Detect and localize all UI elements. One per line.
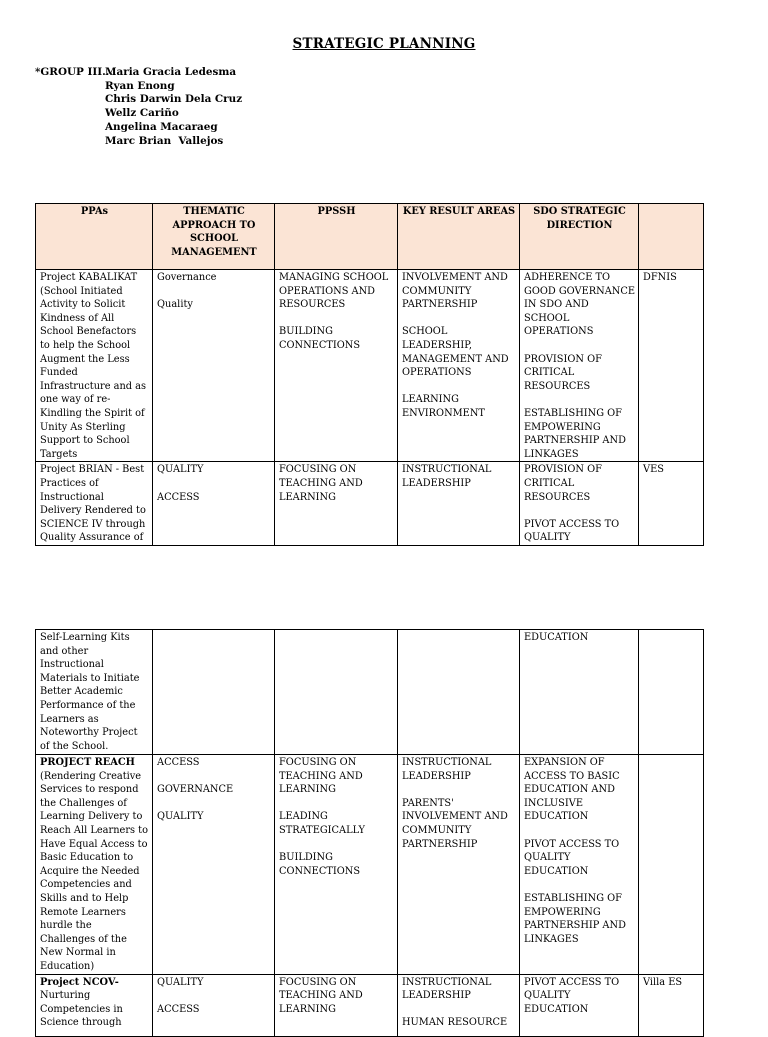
ppssh-item: FOCUSING ON TEACHING AND LEARNING — [279, 976, 363, 1015]
key-result-area-item: INSTRUCTIONAL LEADERSHIP — [402, 757, 492, 782]
sdo-direction-item: PIVOT ACCESS TO QUALITY — [524, 518, 620, 544]
ppssh-item: LEADING STRATEGICALLY — [279, 811, 365, 836]
ppa-text-line: Education) — [40, 960, 95, 972]
table-row — [36, 462, 704, 546]
group-label: *GROUP III... — [35, 66, 113, 78]
ppa-text-line: Skills and to Help — [40, 892, 129, 904]
ppssh-cell — [275, 630, 398, 755]
thematic-item: ACCESS — [157, 491, 200, 503]
sdo-direction-cell — [520, 974, 639, 1036]
ppa-text-line: Instructional — [40, 491, 104, 503]
school-name — [643, 631, 700, 645]
ppa-text-line: SCIENCE IV through — [40, 518, 146, 530]
ppssh-cell — [275, 974, 398, 1036]
key-result-area-item: SCHOOL LEADERSHIP, MANAGEMENT AND OPERATIONS — [402, 326, 509, 379]
thematic-item: QUALITY — [157, 811, 204, 823]
ppa-text-line: of the School. — [40, 740, 109, 752]
ppa-text-line: Funded — [40, 367, 78, 379]
ppssh-cell — [275, 270, 398, 462]
group-member: Ryan Enong — [105, 79, 175, 92]
ppa-text-line: Kindling the Spirit of — [40, 407, 145, 419]
thematic-item: GOVERNANCE — [157, 784, 234, 796]
ppa-title: PROJECT REACH — [40, 757, 135, 768]
ppa-cell — [36, 630, 153, 755]
ppa-text-line: Learning Delivery to — [40, 811, 143, 823]
thematic-item: ACCESS — [157, 757, 200, 768]
ppa-text-line: Project BRIAN - Best — [40, 464, 145, 476]
ppa-text-line: (School Initiated — [40, 285, 123, 297]
key-result-area-item: INVOLVEMENT AND COMMUNITY PARTNERSHIP — [402, 272, 508, 311]
ppa-text-line: Kindness of All — [40, 312, 115, 324]
sdo-direction-item: PROVISION OF CRITICAL RESOURCES — [524, 464, 602, 503]
group-member: Wellz Cariño — [105, 107, 179, 120]
table-row — [36, 755, 704, 975]
ppa-text-line: one way of re- — [40, 394, 111, 406]
sdo-direction-item: PIVOT ACCESS TO QUALITY EDUCATION — [524, 976, 620, 1015]
sdo-direction-item: EXPANSION OF ACCESS TO BASIC EDUCATION AND INCLUSIVE EDUCATION — [524, 757, 620, 823]
ppa-text-line: Challenges of the — [40, 933, 127, 945]
sdo-direction-item: PIVOT ACCESS TO QUALITY EDUCATION — [524, 838, 620, 877]
table-header-row — [36, 204, 704, 270]
group-member: Marc Brian Vallejos — [105, 134, 224, 147]
ppssh-cell — [275, 462, 398, 546]
sdo-direction-cell — [520, 462, 639, 546]
thematic-approach-cell — [153, 974, 275, 1036]
group-members-block — [35, 66, 242, 148]
ppa-text-line: Activity to Solicit — [40, 299, 126, 311]
ppa-text-line: Project KABALIKAT — [40, 272, 138, 283]
ppa-text-line: Competencies and — [40, 879, 132, 891]
key-result-area-cell — [398, 974, 520, 1036]
ppa-cell — [36, 270, 153, 462]
thematic-approach-cell — [153, 270, 275, 462]
ppa-text-line: the Challenges of — [40, 797, 127, 809]
sdo-direction-cell — [520, 755, 639, 975]
thematic-item: ACCESS — [157, 1003, 200, 1015]
ppa-text-line: Better Academic — [40, 686, 123, 698]
school-cell — [639, 974, 704, 1036]
thematic-item: Quality — [157, 299, 193, 311]
group-member: Maria Gracia Ledesma — [105, 66, 237, 78]
ppa-text-line: New Normal in — [40, 947, 116, 959]
sdo-direction-cell — [520, 270, 639, 462]
school-name: Villa ES — [643, 976, 683, 988]
thematic-approach-cell — [153, 462, 275, 546]
ppa-text-line: hurdle the — [40, 920, 92, 932]
sdo-direction-cell — [520, 630, 639, 755]
thematic-item: QUALITY — [157, 976, 204, 988]
ppa-text-line: Have Equal Access to — [40, 838, 148, 850]
key-result-area-item: LEARNING ENVIRONMENT — [402, 394, 485, 419]
ppa-text-line: (Rendering Creative — [40, 770, 142, 782]
ppa-cell — [36, 755, 153, 975]
table-row — [36, 630, 704, 755]
school-cell — [639, 755, 704, 975]
table-row — [36, 974, 704, 1036]
school-cell — [639, 630, 704, 755]
school-name: DFNIS — [643, 272, 677, 283]
sdo-direction-item: ESTABLISHING OF EMPOWERING PARTNERSHIP AND LINKAGES — [524, 407, 626, 460]
sdo-direction-item: ADHERENCE TO GOOD GOVERNANCE IN SDO AND SCHOOL OPERATIONS — [524, 272, 636, 338]
school-name — [643, 756, 700, 770]
ppa-text-line: Quality Assurance of — [40, 532, 144, 544]
strategic-planning-table — [35, 203, 704, 546]
ppa-text-line: Nurturing — [40, 990, 91, 1002]
school-cell — [639, 462, 704, 546]
thematic-approach-cell — [153, 630, 275, 755]
ppa-text-line: School Benefactors — [40, 326, 137, 338]
header-ppssh: PPSSH — [275, 204, 398, 270]
ppa-cell — [36, 462, 153, 546]
ppa-text-line: Instructional — [40, 659, 104, 671]
ppa-text-line: Practices of — [40, 477, 99, 489]
ppa-text-line: Support to School — [40, 435, 130, 447]
ppa-text-line: Science through — [40, 1017, 122, 1029]
ppa-text-line: to help the School — [40, 339, 131, 351]
ppa-text-line: Noteworthy Project — [40, 727, 138, 739]
ppa-text-line: Services to respond — [40, 784, 139, 796]
header-ppas: PPAs — [36, 204, 153, 270]
ppa-text-line: Reach All Learners to — [40, 824, 148, 836]
thematic-approach-cell — [153, 755, 275, 975]
ppa-text-line: Competencies in — [40, 1003, 123, 1015]
ppssh-item: BUILDING CONNECTIONS — [279, 326, 361, 351]
ppa-text-line: Learners as — [40, 713, 99, 725]
ppa-text-line: Materials to Initiate — [40, 672, 140, 684]
ppa-text-line: Delivery Rendered to — [40, 505, 146, 517]
ppa-text-line: Basic Education to — [40, 852, 134, 864]
table-row — [36, 270, 704, 462]
ppa-text-line: Infrastructure and as — [40, 380, 147, 392]
ppa-text-line: Remote Learners — [40, 906, 126, 918]
key-result-area-cell — [398, 270, 520, 462]
group-member: Angelina Macaraeg — [105, 120, 218, 133]
thematic-item: Governance — [157, 272, 217, 283]
header-sdo-strategic-direction: SDO STRATEGIC DIRECTION — [520, 204, 639, 270]
document-title: STRATEGIC PLANNING — [292, 36, 476, 52]
ppa-text-line: Self-Learning Kits — [40, 632, 130, 643]
school-cell — [639, 270, 704, 462]
ppssh-item: BUILDING CONNECTIONS — [279, 852, 361, 877]
ppa-text-line: Unity As Sterling — [40, 421, 126, 433]
ppa-text-line: and other — [40, 645, 89, 657]
header-key-result-areas: KEY RESULT AREAS — [398, 204, 520, 270]
ppa-text-line: Performance of the — [40, 699, 136, 711]
sdo-direction-item: PROVISION OF CRITICAL RESOURCES — [524, 353, 602, 392]
key-result-area-cell — [398, 755, 520, 975]
sdo-direction-item: ESTABLISHING OF EMPOWERING PARTNERSHIP AND LINKAGES — [524, 892, 626, 945]
group-member: Chris Darwin Dela Cruz — [105, 93, 243, 106]
thematic-item: QUALITY — [157, 464, 204, 476]
key-result-area-cell — [398, 630, 520, 755]
ppssh-item: FOCUSING ON TEACHING AND LEARNING — [279, 464, 363, 503]
header-thematic-approach: THEMATIC APPROACH TO SCHOOL MANAGEMENT — [153, 204, 275, 270]
school-name: VES — [643, 464, 664, 476]
key-result-area-item: PARENTS' INVOLVEMENT AND COMMUNITY PARTNERSHIP — [402, 797, 508, 850]
ppa-text-line: Targets — [40, 448, 78, 460]
key-result-area-item: HUMAN RESOURCE — [402, 1017, 508, 1029]
key-result-area-item: INSTRUCTIONAL LEADERSHIP — [402, 464, 492, 489]
ppa-text-line: Augment the Less — [40, 353, 130, 365]
ppssh-cell — [275, 755, 398, 975]
strategic-planning-table-continued — [35, 629, 704, 1037]
header-school — [639, 204, 704, 270]
ppssh-item: MANAGING SCHOOL OPERATIONS AND RESOURCES — [279, 272, 389, 311]
sdo-direction-item: EDUCATION — [524, 632, 589, 643]
ppa-text-line: Acquire the Needed — [40, 865, 140, 877]
key-result-area-cell — [398, 462, 520, 546]
ppa-cell — [36, 974, 153, 1036]
ppssh-item: FOCUSING ON TEACHING AND LEARNING — [279, 757, 363, 796]
ppa-title: Project NCOV- — [40, 976, 119, 988]
key-result-area-item: INSTRUCTIONAL LEADERSHIP — [402, 976, 492, 1002]
